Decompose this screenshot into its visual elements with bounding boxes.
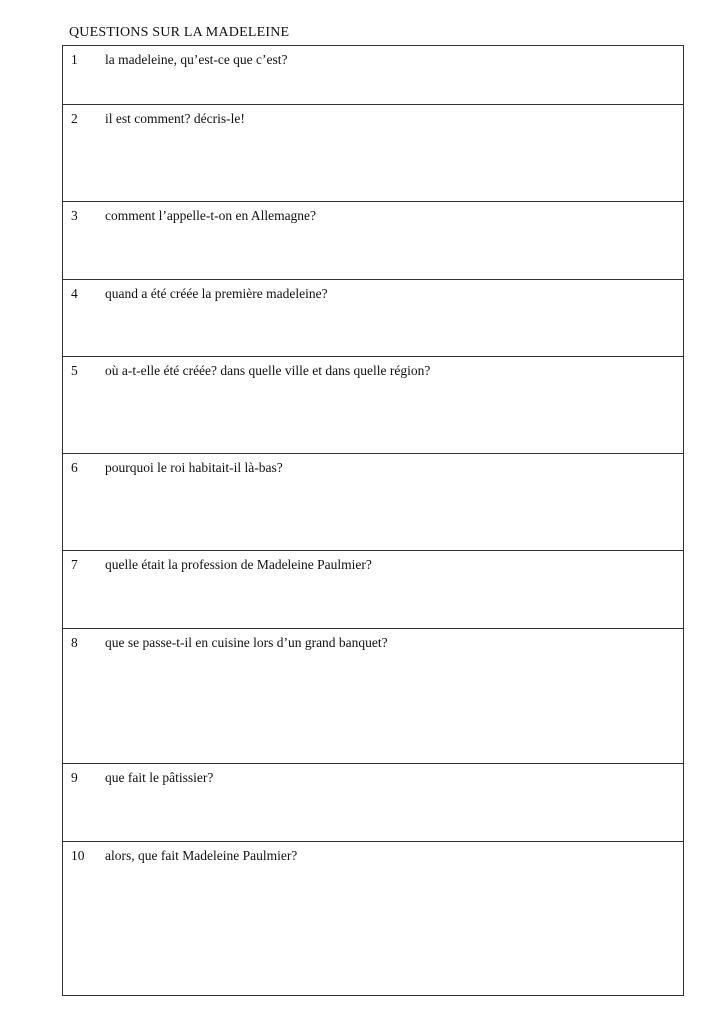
question-text: pourquoi le roi habitait-il là-bas? [105,460,283,475]
question-number: 1 [71,52,78,67]
question-cell [63,46,684,105]
question-row-7 [63,551,684,629]
question-cell [63,202,684,280]
question-row-3 [63,202,684,280]
question-text: alors, que fait Madeleine Paulmier? [105,848,298,863]
question-number: 8 [71,635,78,650]
question-cell [63,629,684,764]
question-row-2 [63,105,684,202]
question-row-10 [63,842,684,996]
question-text: que fait le pâtissier? [105,770,214,785]
question-row-4 [63,280,684,357]
question-text: où a-t-elle été créée? dans quelle ville et dans quelle région? [105,363,431,378]
question-number: 10 [71,848,85,863]
page-title: QUESTIONS SUR LA MADELEINE [69,25,290,40]
question-number: 4 [71,286,78,301]
question-number: 6 [71,460,78,475]
question-cell [63,764,684,842]
question-cell [63,551,684,629]
question-text: quelle était la profession de Madeleine Paulmier? [105,557,372,572]
question-row-6 [63,454,684,551]
question-number: 2 [71,111,78,126]
question-row-9 [63,764,684,842]
question-row-8 [63,629,684,764]
question-number: 7 [71,557,78,572]
question-cell [63,357,684,454]
question-number: 5 [71,363,78,378]
questions-table [62,45,684,996]
question-cell [63,842,684,996]
question-cell [63,280,684,357]
question-text: comment l’appelle-t-on en Allemagne? [105,208,317,223]
question-row-1 [63,46,684,105]
question-text: la madeleine, qu’est-ce que c’est? [105,52,288,67]
question-text: que se passe-t-il en cuisine lors d’un grand banquet? [105,635,388,650]
question-number: 3 [71,208,78,223]
question-text: quand a été créée la première madeleine? [105,286,328,301]
question-number: 9 [71,770,78,785]
question-text: il est comment? décris-le! [105,111,245,126]
question-row-5 [63,357,684,454]
question-cell [63,454,684,551]
question-cell [63,105,684,202]
